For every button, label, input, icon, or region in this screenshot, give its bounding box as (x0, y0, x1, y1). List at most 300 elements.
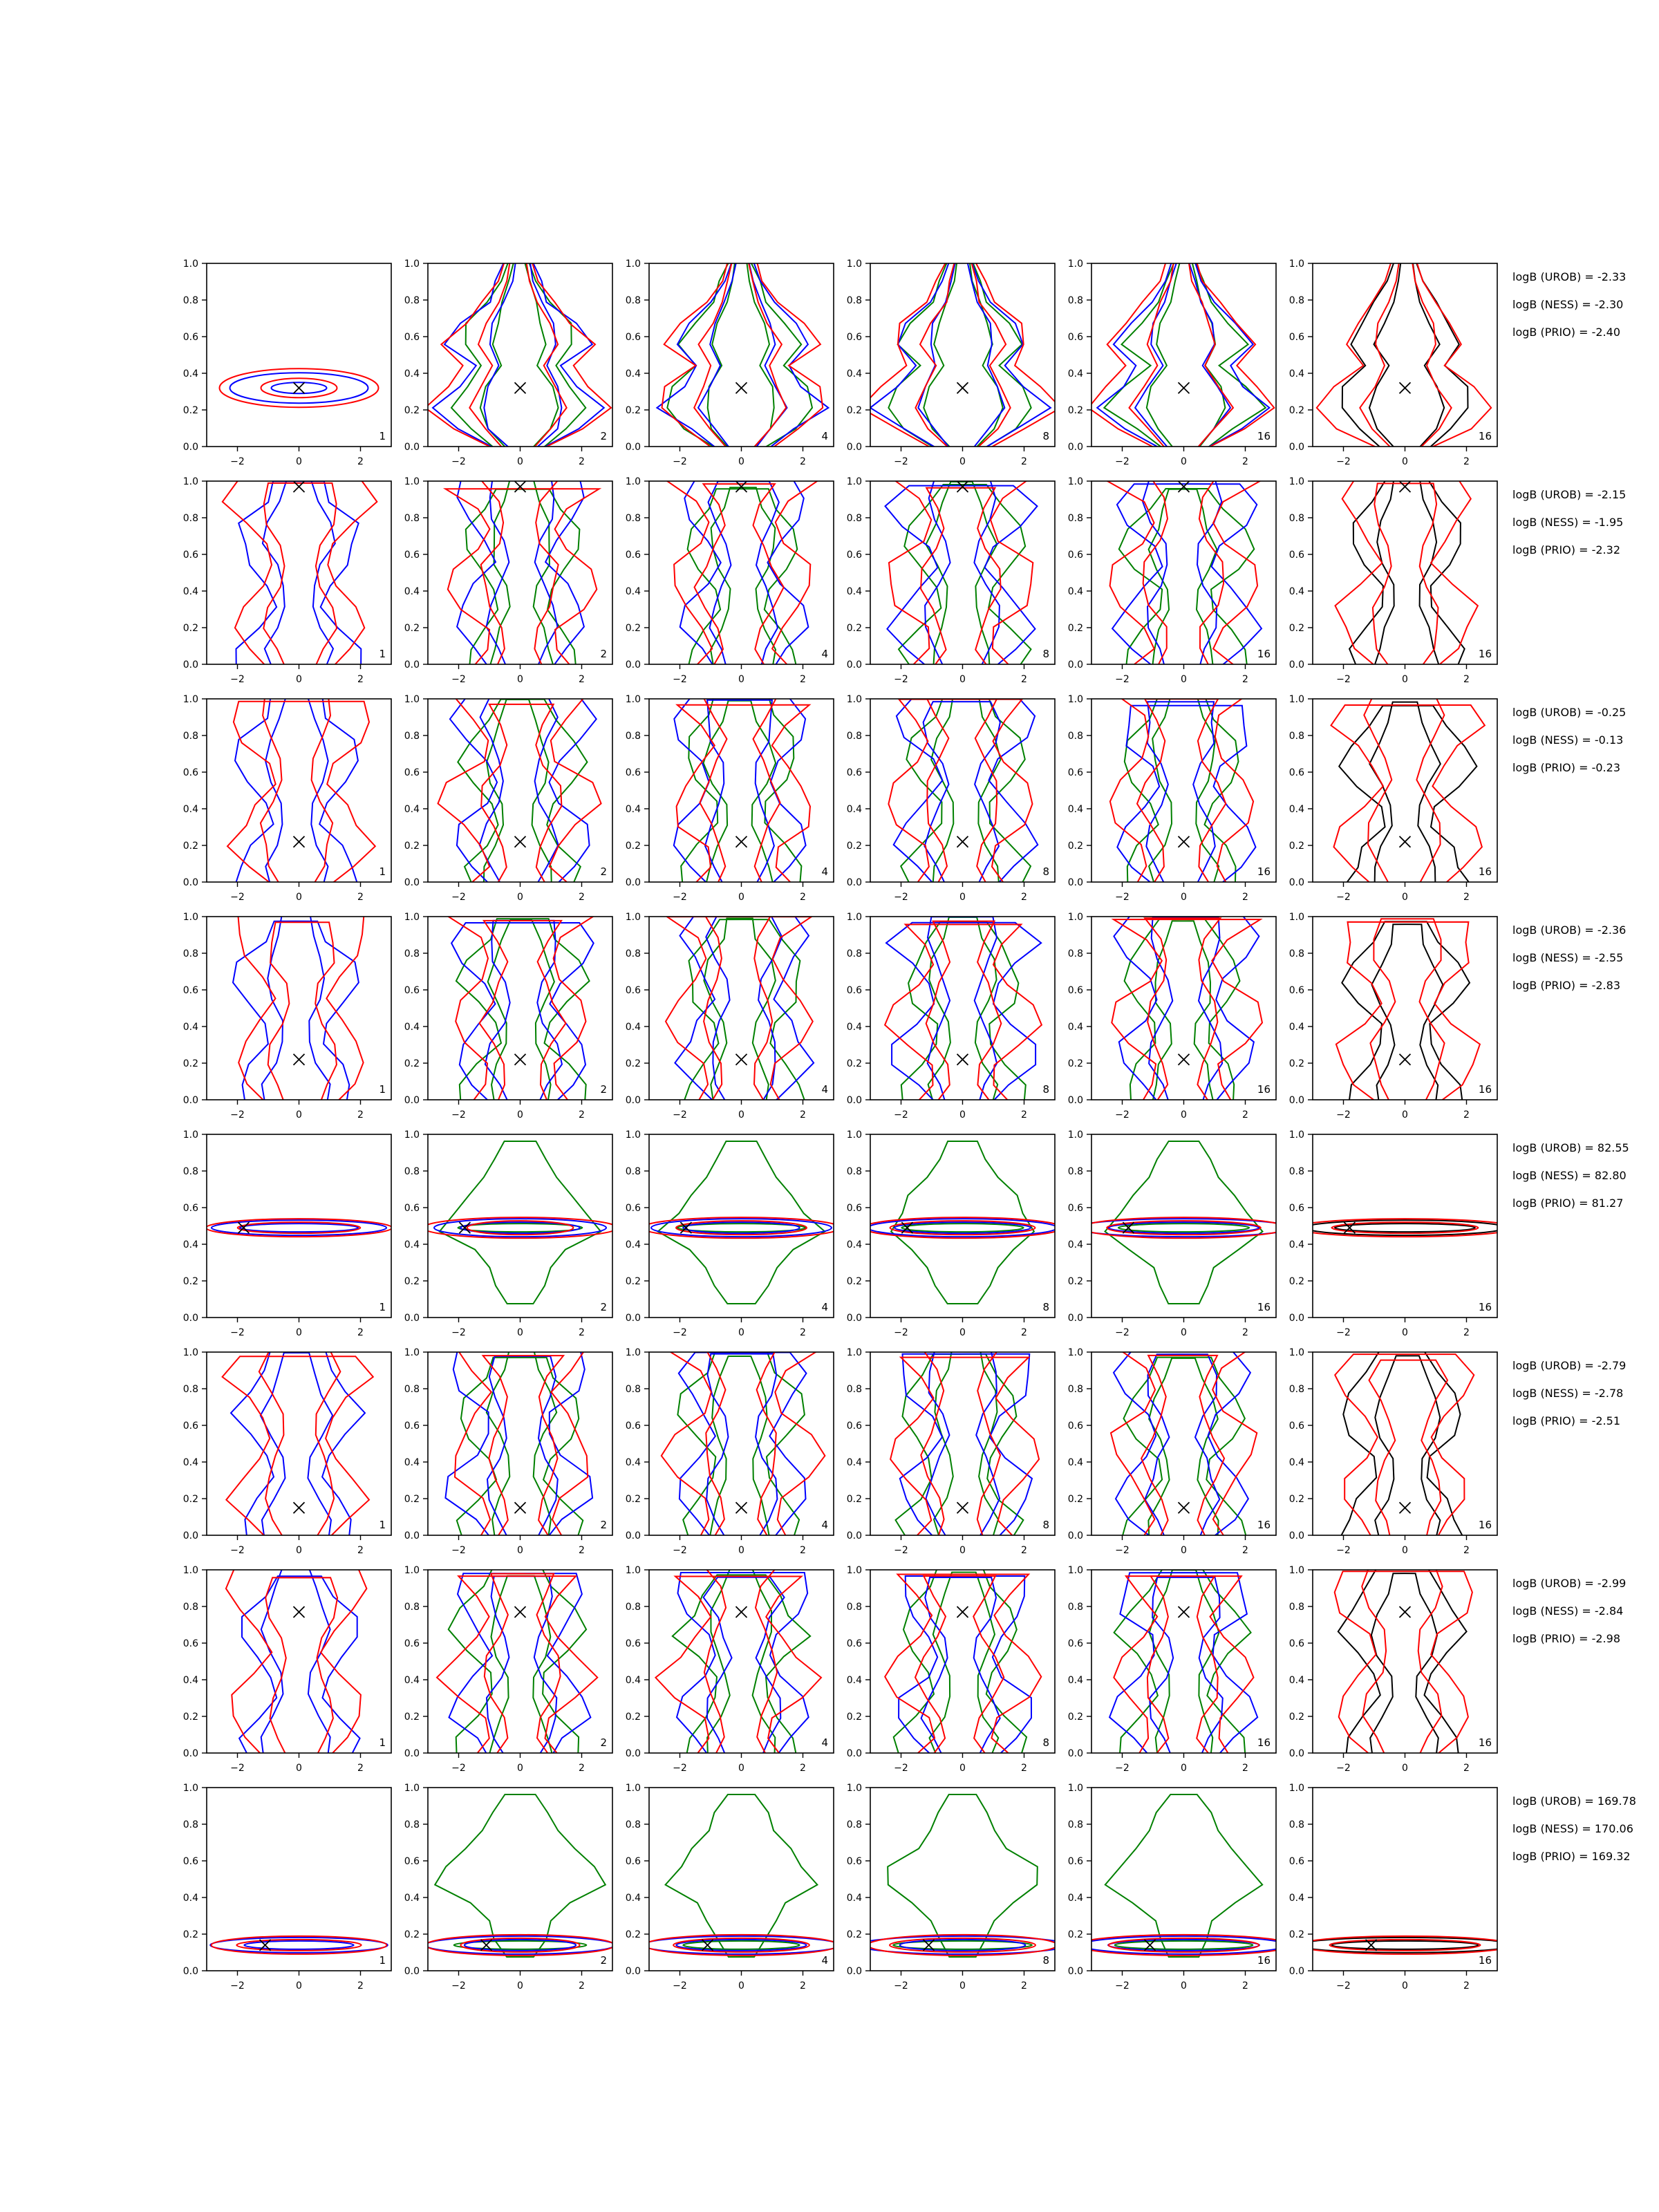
y-tick-label: 0.0 (1288, 442, 1304, 453)
axes-frame (207, 1570, 391, 1753)
y-tick-label: 0.0 (1067, 1966, 1083, 1977)
axes-frame (870, 917, 1055, 1100)
y-tick-label: 0.2 (846, 623, 862, 634)
y-tick-label: 0.8 (625, 948, 641, 959)
contour-line (698, 260, 787, 450)
y-tick-label: 0.4 (846, 804, 862, 815)
contour-line (227, 702, 375, 888)
y-tick-label: 0.8 (846, 513, 862, 524)
y-tick-label: 0.8 (1067, 295, 1083, 306)
y-tick-label: 1.0 (1288, 912, 1304, 923)
x-tick-label: 0 (1402, 892, 1408, 903)
panel-sample-label: 2 (600, 1301, 607, 1313)
axes-frame (207, 1134, 391, 1318)
y-tick-label: 0.2 (404, 1494, 420, 1505)
y-tick-label: 0.6 (1288, 1856, 1304, 1867)
panel-r1-c2 (404, 259, 612, 467)
panel-sample-label: 4 (821, 865, 828, 878)
x-tick-label: 2 (1021, 1763, 1027, 1774)
panel-sample-label: 2 (600, 1736, 607, 1749)
y-tick-label: 0.2 (1288, 623, 1304, 634)
y-tick-label: 0.6 (182, 550, 198, 561)
panel-sample-label: 8 (1042, 865, 1049, 878)
x-tick-label: 0 (517, 456, 523, 467)
y-tick-label: 1.0 (1067, 1783, 1083, 1794)
y-tick-label: 0.2 (404, 1058, 420, 1069)
y-tick-label: 0.0 (404, 1313, 420, 1324)
x-tick-label: 0 (296, 892, 302, 903)
y-tick-label: 0.8 (625, 1819, 641, 1830)
contour-set (1107, 476, 1262, 670)
truth-marker (515, 1606, 526, 1618)
y-tick-label: 0.2 (846, 1494, 862, 1505)
contour-line (206, 1219, 392, 1237)
y-tick-label: 1.0 (182, 1130, 198, 1141)
y-tick-label: 0.6 (182, 1421, 198, 1432)
x-tick-label: 0 (1181, 1327, 1187, 1338)
truth-marker (957, 1606, 968, 1618)
truth-marker (294, 1606, 305, 1618)
contour-line (239, 1576, 359, 1759)
logb-line: logB (NESS) = -2.30 (1512, 298, 1624, 311)
axes-frame (428, 1570, 612, 1753)
x-tick-label: 2 (579, 892, 585, 903)
panel-r2-c5 (1068, 476, 1276, 685)
panel-r6-c4 (847, 1347, 1055, 1556)
contour-line (1375, 1356, 1440, 1541)
y-tick-label: 0.2 (182, 1712, 198, 1723)
panel-sample-label: 8 (1042, 430, 1049, 442)
y-tick-label: 0.8 (404, 1166, 420, 1177)
contour-line (433, 260, 604, 450)
y-tick-label: 0.6 (1288, 332, 1304, 343)
panel-r5-c2 (404, 1130, 617, 1338)
x-tick-label: 0 (517, 1545, 523, 1556)
y-tick-label: 0.2 (182, 1929, 198, 1940)
x-tick-label: 0 (738, 1327, 744, 1338)
y-tick-label: 0.0 (846, 1313, 862, 1324)
panel-r4-c6 (1289, 912, 1497, 1121)
contour-line (1335, 1224, 1475, 1232)
truth-marker (1179, 481, 1190, 492)
y-tick-label: 0.2 (182, 841, 198, 852)
y-tick-label: 1.0 (1067, 259, 1083, 270)
y-tick-label: 0.0 (182, 1966, 198, 1977)
x-tick-label: 0 (959, 456, 966, 467)
y-tick-label: 0.6 (846, 1638, 862, 1649)
y-tick-label: 0.6 (1067, 1421, 1083, 1432)
contour-line (1105, 1794, 1262, 1957)
y-tick-label: 0.0 (625, 1313, 641, 1324)
x-tick-label: 2 (1242, 1980, 1248, 1991)
contour-set (863, 1141, 1062, 1304)
truth-marker (515, 1502, 526, 1513)
panel-sample-label: 1 (379, 865, 386, 878)
x-tick-label: 2 (1242, 674, 1248, 685)
x-tick-label: −2 (1336, 1545, 1351, 1556)
x-tick-label: 0 (738, 1545, 744, 1556)
x-tick-label: −2 (1115, 1327, 1130, 1338)
y-tick-label: 0.4 (625, 1893, 641, 1904)
truth-marker (1179, 1054, 1190, 1065)
panel-r1-c6 (1289, 259, 1497, 467)
x-tick-label: −2 (673, 456, 687, 467)
panel-r5-c1 (183, 1130, 392, 1338)
x-tick-label: 0 (1181, 1763, 1187, 1774)
contour-line (233, 921, 359, 1105)
panel-r8-c1 (183, 1783, 391, 1991)
y-tick-label: 0.4 (1288, 1893, 1304, 1904)
x-tick-label: 0 (296, 1545, 302, 1556)
y-tick-label: 0.2 (1067, 841, 1083, 852)
logb-line: logB (UROB) = -2.15 (1512, 488, 1627, 501)
x-tick-label: 0 (738, 1980, 744, 1991)
logb-line: logB (UROB) = -2.36 (1512, 924, 1627, 937)
y-tick-label: 1.0 (1067, 476, 1083, 487)
panel-sample-label: 8 (1042, 1954, 1049, 1967)
y-tick-label: 1.0 (404, 1565, 420, 1576)
x-tick-label: −2 (673, 1980, 687, 1991)
x-tick-label: 0 (296, 1327, 302, 1338)
y-tick-label: 0.2 (1067, 1058, 1083, 1069)
contour-set (1335, 1565, 1472, 1759)
y-tick-label: 0.0 (1288, 1313, 1304, 1324)
y-tick-label: 0.8 (404, 1384, 420, 1395)
contour-line (870, 260, 1051, 450)
x-tick-label: 2 (800, 1545, 806, 1556)
x-tick-label: 2 (1242, 1327, 1248, 1338)
y-tick-label: 0.2 (404, 1276, 420, 1287)
truth-marker (736, 1502, 747, 1513)
y-tick-label: 0.6 (1288, 767, 1304, 778)
y-tick-label: 0.4 (625, 1022, 641, 1033)
y-tick-label: 1.0 (846, 1565, 862, 1576)
axes-frame (428, 1134, 612, 1318)
y-tick-label: 0.6 (404, 985, 420, 996)
panel-sample-label: 16 (1478, 648, 1492, 660)
y-tick-label: 0.6 (846, 985, 862, 996)
x-tick-label: 2 (357, 892, 364, 903)
y-tick-label: 0.6 (846, 1421, 862, 1432)
y-tick-label: 0.0 (182, 659, 198, 671)
y-tick-label: 0.4 (404, 1457, 420, 1468)
contour-line (458, 1224, 583, 1232)
panel-sample-label: 8 (1042, 1301, 1049, 1313)
panel-r4-c3 (626, 912, 834, 1121)
contour-set (1331, 693, 1485, 888)
panel-r7-c5 (1068, 1565, 1276, 1774)
contour-line (1149, 489, 1217, 670)
contour-line (674, 697, 806, 888)
contour-set (210, 1936, 388, 1954)
contour-set (666, 915, 814, 1105)
contour-line (445, 489, 599, 670)
truth-marker (1400, 836, 1411, 847)
contour-set (223, 480, 377, 670)
panel-r7-c6 (1289, 1565, 1497, 1774)
contour-line (666, 480, 819, 670)
panel-r6-c1 (183, 1347, 391, 1556)
axes-frame (428, 917, 612, 1100)
x-tick-label: −2 (894, 674, 908, 685)
contour-set (861, 260, 1060, 450)
x-tick-label: 0 (959, 1545, 966, 1556)
panel-r5-c4 (847, 1130, 1062, 1338)
x-tick-label: 0 (1402, 1109, 1408, 1121)
axes-frame (207, 917, 391, 1100)
axes-frame (870, 1570, 1055, 1753)
contour-set (655, 1565, 821, 1759)
y-tick-label: 1.0 (182, 259, 198, 270)
truth-marker (515, 836, 526, 847)
axes-frame (1091, 1134, 1276, 1318)
contour-line (449, 1565, 586, 1759)
contour-line (425, 260, 611, 450)
contour-line (894, 1565, 1027, 1759)
panel-sample-label: 1 (379, 1736, 386, 1749)
y-tick-label: 0.2 (846, 1058, 862, 1069)
x-tick-label: 0 (1402, 1763, 1408, 1774)
panel-sample-label: 8 (1042, 648, 1049, 660)
y-tick-label: 0.2 (1067, 1494, 1083, 1505)
panel-sample-label: 4 (821, 1301, 828, 1313)
y-tick-label: 0.8 (625, 1384, 641, 1395)
x-tick-label: −2 (230, 892, 245, 903)
y-tick-label: 0.2 (625, 405, 641, 416)
y-tick-label: 0.6 (1067, 1856, 1083, 1867)
contour-set (888, 695, 1038, 888)
y-tick-label: 0.8 (625, 731, 641, 742)
x-tick-label: 0 (296, 456, 302, 467)
x-tick-label: 2 (579, 674, 585, 685)
x-tick-label: −2 (230, 674, 245, 685)
panel-r1-c5 (1068, 259, 1276, 467)
y-tick-label: 0.2 (846, 1276, 862, 1287)
y-tick-label: 1.0 (1288, 1565, 1304, 1576)
contour-line (1338, 1351, 1465, 1541)
contour-line (1374, 478, 1441, 670)
x-tick-label: 2 (579, 1980, 585, 1991)
truth-marker (957, 836, 968, 847)
y-tick-label: 1.0 (625, 1565, 641, 1576)
x-tick-label: 0 (959, 1109, 966, 1121)
panel-r2-c1 (183, 476, 391, 685)
contour-line (707, 1568, 775, 1759)
logb-line: logB (UROB) = -0.25 (1512, 706, 1627, 719)
y-tick-label: 0.6 (182, 1856, 198, 1867)
y-tick-label: 0.4 (625, 1675, 641, 1686)
y-tick-label: 0.2 (1288, 1712, 1304, 1723)
y-tick-label: 0.8 (404, 948, 420, 959)
y-tick-label: 1.0 (846, 912, 862, 923)
y-tick-label: 0.0 (404, 1530, 420, 1541)
contour-line (666, 1794, 818, 1957)
y-tick-label: 0.6 (846, 332, 862, 343)
logb-line: logB (UROB) = -2.33 (1512, 270, 1627, 283)
truth-marker (736, 1606, 747, 1618)
contour-line (456, 919, 590, 1105)
panel-r5-c5 (1068, 1130, 1293, 1338)
x-tick-label: 0 (1402, 674, 1408, 685)
contour-line (244, 1941, 353, 1949)
panel-r7-c3 (626, 1565, 834, 1774)
x-tick-label: 0 (1181, 1109, 1187, 1121)
panel-sample-label: 16 (1478, 430, 1492, 442)
x-tick-label: −2 (673, 1545, 687, 1556)
x-tick-label: −2 (230, 1109, 245, 1121)
y-tick-label: 0.8 (1288, 948, 1304, 959)
contour-line (451, 260, 585, 450)
y-tick-label: 1.0 (846, 1783, 862, 1794)
contour-set (226, 1565, 367, 1759)
y-tick-label: 0.4 (625, 1239, 641, 1250)
x-tick-label: −2 (1336, 1109, 1351, 1121)
contour-line (894, 695, 1038, 888)
y-tick-label: 0.4 (182, 1022, 198, 1033)
y-tick-label: 0.8 (1067, 1166, 1083, 1177)
axes-frame (649, 699, 834, 882)
y-tick-label: 0.4 (404, 804, 420, 815)
contour-set (1335, 1351, 1474, 1541)
contour-line (1150, 1570, 1219, 1759)
y-tick-label: 0.8 (1288, 1819, 1304, 1830)
x-tick-label: 0 (517, 674, 523, 685)
x-tick-label: −2 (673, 674, 687, 685)
y-tick-label: 0.8 (182, 948, 198, 959)
x-tick-label: −2 (451, 674, 466, 685)
y-tick-label: 0.0 (182, 1530, 198, 1541)
contour-line (1370, 1573, 1438, 1759)
y-tick-label: 0.0 (1288, 1095, 1304, 1106)
y-tick-label: 0.0 (182, 877, 198, 888)
panel-sample-label: 16 (1257, 1519, 1271, 1531)
panel-sample-label: 1 (379, 1083, 386, 1096)
contour-line (1135, 260, 1230, 450)
contour-line (1369, 702, 1441, 888)
y-tick-label: 1.0 (625, 1783, 641, 1794)
contour-set (1089, 260, 1275, 450)
contour-line (1146, 702, 1215, 888)
y-tick-label: 0.2 (625, 1058, 641, 1069)
y-tick-label: 0.6 (846, 767, 862, 778)
truth-marker (515, 1054, 526, 1065)
x-tick-label: −2 (1336, 892, 1351, 903)
logb-line: logB (NESS) = -2.84 (1512, 1604, 1624, 1618)
x-tick-label: 0 (517, 1763, 523, 1774)
x-tick-label: 2 (579, 456, 585, 467)
panel-r4-c2 (404, 912, 612, 1121)
axes-frame (207, 699, 391, 882)
contour-line (1364, 693, 1444, 888)
y-tick-label: 0.0 (625, 1748, 641, 1759)
panel-r6-c5 (1068, 1347, 1276, 1556)
y-tick-label: 0.4 (1067, 586, 1083, 597)
y-tick-label: 1.0 (1067, 1565, 1083, 1576)
contour-set (642, 1141, 841, 1304)
y-tick-label: 1.0 (1288, 1130, 1304, 1141)
contour-line (1148, 1358, 1218, 1541)
panel-sample-label: 4 (821, 1083, 828, 1096)
contour-set (445, 476, 599, 670)
x-tick-label: 0 (1402, 1980, 1408, 1991)
y-tick-label: 0.8 (404, 513, 420, 524)
y-tick-label: 0.2 (1067, 1712, 1083, 1723)
y-tick-label: 0.6 (404, 1856, 420, 1867)
y-tick-label: 1.0 (182, 476, 198, 487)
y-tick-label: 0.4 (846, 1675, 862, 1686)
x-tick-label: −2 (1115, 1545, 1130, 1556)
panel-sample-label: 2 (600, 865, 607, 878)
panel-sample-label: 16 (1257, 1301, 1271, 1313)
y-tick-label: 0.8 (1288, 1384, 1304, 1395)
panel-sample-label: 16 (1257, 1954, 1271, 1967)
x-tick-label: −2 (894, 1980, 908, 1991)
truth-marker (1400, 1606, 1411, 1618)
panel-r2-c3 (626, 476, 834, 685)
truth-marker (294, 382, 305, 393)
axes-frame (1313, 263, 1497, 447)
y-tick-label: 0.2 (1067, 1929, 1083, 1940)
axes-frame (1313, 1570, 1497, 1753)
x-tick-label: 0 (1181, 1980, 1187, 1991)
contour-line (1149, 917, 1222, 1105)
y-tick-label: 1.0 (625, 476, 641, 487)
contour-set (885, 477, 1038, 670)
y-tick-label: 0.4 (182, 804, 198, 815)
y-tick-label: 0.8 (1067, 948, 1083, 959)
x-tick-label: −2 (1336, 1327, 1351, 1338)
y-tick-label: 0.0 (1067, 1530, 1083, 1541)
y-tick-label: 0.8 (846, 1384, 862, 1395)
y-tick-label: 0.4 (846, 1239, 862, 1250)
contour-line (709, 1356, 770, 1541)
y-tick-label: 0.6 (1288, 550, 1304, 561)
y-tick-label: 0.4 (182, 1893, 198, 1904)
axes-frame (428, 1788, 612, 1971)
logb-line: logB (PRIO) = -2.32 (1512, 543, 1620, 556)
x-tick-label: 0 (517, 892, 523, 903)
contour-set (425, 260, 611, 450)
y-tick-label: 0.4 (846, 1457, 862, 1468)
contour-line (704, 1577, 785, 1759)
x-tick-label: −2 (230, 456, 245, 467)
y-tick-label: 0.8 (1288, 731, 1304, 742)
y-tick-label: 0.4 (1288, 1022, 1304, 1033)
panel-sample-label: 8 (1042, 1083, 1049, 1096)
panel-r8-c4 (847, 1783, 1067, 1991)
contour-line (212, 1936, 387, 1954)
y-tick-label: 0.2 (1288, 1494, 1304, 1505)
x-tick-label: 0 (1402, 456, 1408, 467)
panel-sample-label: 1 (379, 648, 386, 660)
y-tick-label: 0.4 (182, 1675, 198, 1686)
contour-line (901, 922, 1026, 1105)
contour-set (657, 260, 828, 450)
contour-line (223, 1356, 373, 1541)
panel-sample-label: 4 (821, 1736, 828, 1749)
x-tick-label: −2 (894, 1545, 908, 1556)
panel-sample-label: 2 (600, 1519, 607, 1531)
y-tick-label: 0.0 (182, 1748, 198, 1759)
axes-frame (207, 1788, 391, 1971)
y-tick-label: 0.0 (1288, 877, 1304, 888)
y-tick-label: 0.0 (846, 1095, 862, 1106)
panel-sample-label: 8 (1042, 1519, 1049, 1531)
y-tick-label: 0.4 (404, 368, 420, 379)
y-tick-label: 0.2 (404, 405, 420, 416)
x-tick-label: −2 (1336, 456, 1351, 467)
y-tick-label: 1.0 (404, 1783, 420, 1794)
